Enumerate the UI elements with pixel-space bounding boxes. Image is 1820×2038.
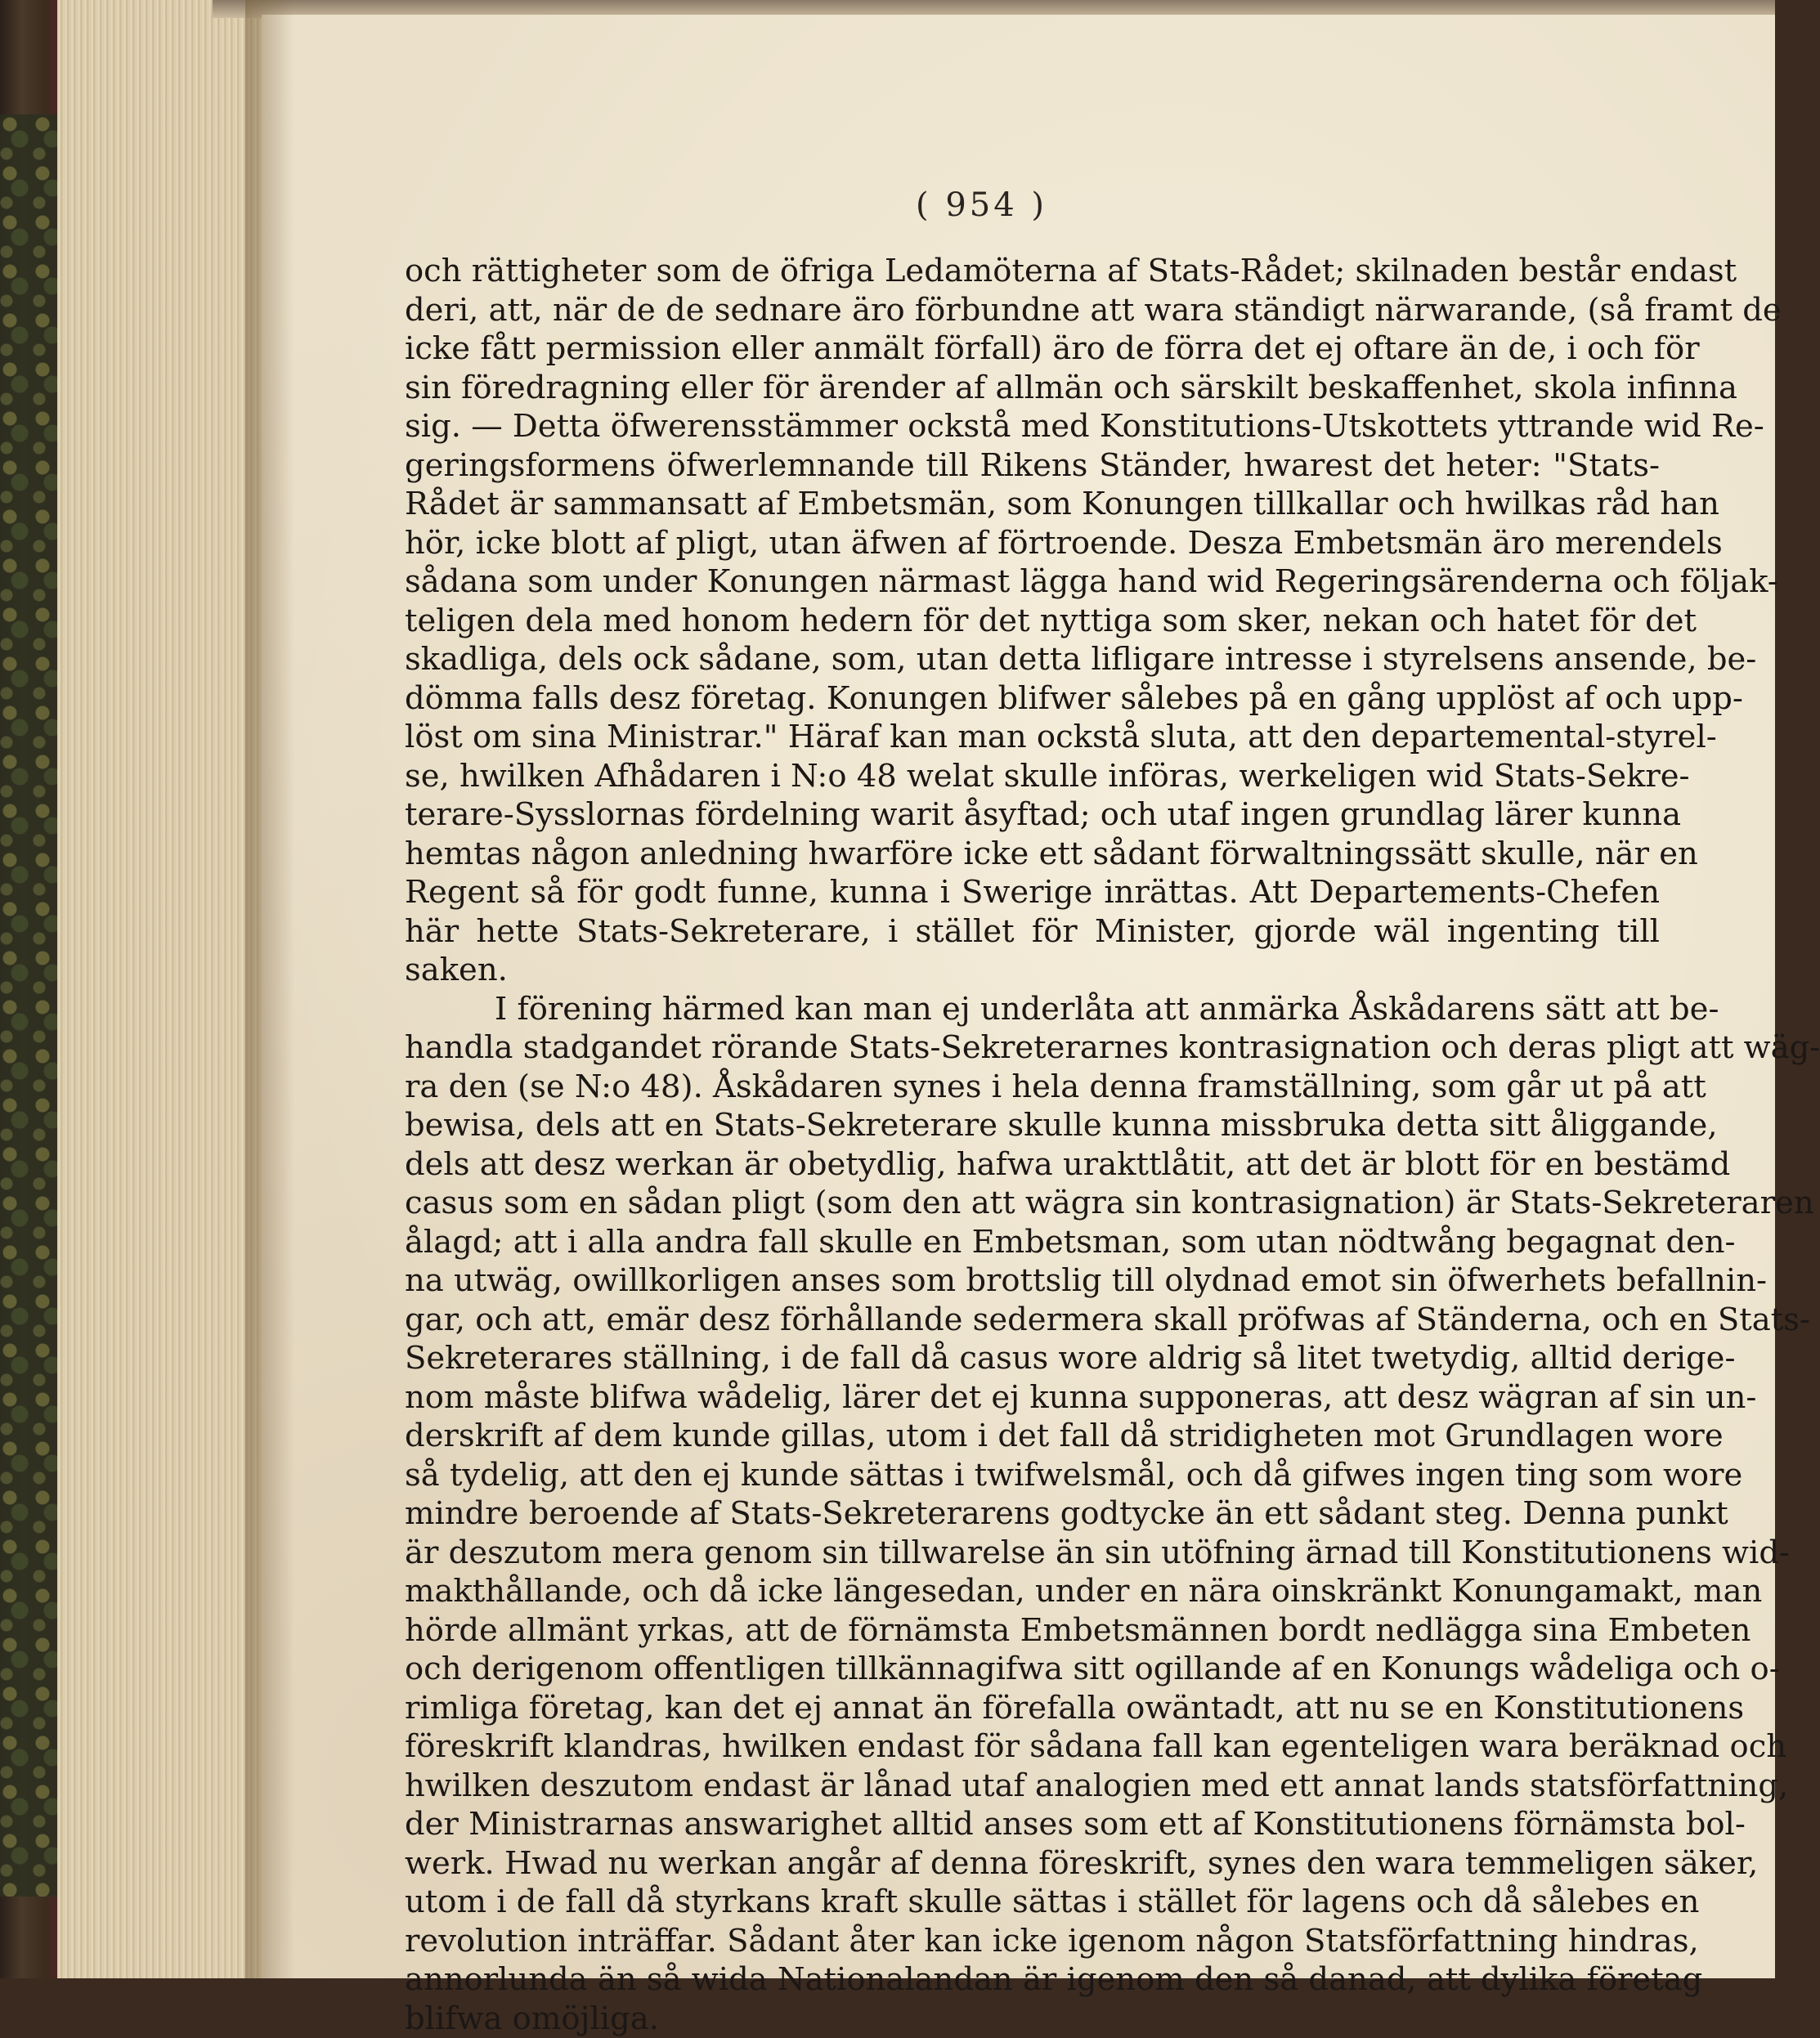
text-line: terare-Sysslornas fördelning warit åsyftad; och utaf ingen grundlag lärer kunna xyxy=(405,795,1660,835)
text-line: gar, och att, emär desz förhållande sedermera skall pröfwas af Ständerna, och en Stats- xyxy=(405,1301,1660,1340)
text-line: dels att desz werkan är obetydlig, hafwa urakttlåtit, att det är blott för en bestämd xyxy=(405,1145,1660,1185)
text-line: handla stadgandet rörande Stats-Sekreterarnes kontrasignation och deras pligt att wäg- xyxy=(405,1028,1660,1068)
text-line: skadliga, dels ock sådane, som, utan detta lifligare intresse i styrelsens ansende, be- xyxy=(405,640,1660,679)
text-line: blifwa omöjliga. xyxy=(405,2000,1660,2038)
page-number: ( 954 ) xyxy=(916,186,1325,224)
text-line: Rådet är sammansatt af Embetsmän, som Konungen tillkallar och hwilkas råd han xyxy=(405,485,1660,524)
text-line: Sekreterares ställning, i de fall då casus wore aldrig så litet twetydig, alltid derige- xyxy=(405,1339,1660,1378)
text-line: hör, icke blott af pligt, utan äfwen af förtroende. Desza Embetsmän äro merendels xyxy=(405,524,1660,563)
text-line: utom i de fall då styrkans kraft skulle sättas i stället för lagens och då sålebes en xyxy=(405,1883,1660,1922)
text-line: rimliga företag, kan det ej annat än förefalla owäntadt, att nu se en Konstitutionens xyxy=(405,1689,1660,1728)
text-line: här hette Stats-Sekreterare, i stället för Minister, gjorde wäl ingenting till xyxy=(405,912,1660,952)
text-line: makthållande, och då icke längesedan, under en nära oinskränkt Konungamakt, man xyxy=(405,1572,1660,1611)
text-line: Regent så för godt funne, kunna i Swerige inrättas. Att Departements-Chefen xyxy=(405,873,1660,912)
text-line: revolution inträffar. Sådant åter kan icke igenom någon Statsförfattning hindras, xyxy=(405,1922,1660,1961)
text-line: casus som en sådan pligt (som den att wägra sin kontrasignation) är Stats-Sekreteraren xyxy=(405,1184,1660,1223)
text-line: werk. Hwad nu werkan angår af denna föreskrift, synes den wara temmeligen säker, xyxy=(405,1844,1660,1883)
page-gutter-shadow xyxy=(245,0,294,1978)
text-line: derskrift af dem kunde gillas, utom i det fall då stridigheten mot Grundlagen wore xyxy=(405,1417,1660,1456)
text-line: hemtas någon anledning hwarföre icke ett sådant förwaltningssätt skulle, när en xyxy=(405,835,1660,874)
text-line: sin föredragning eller för ärender af allmän och särskilt beskaffenhet, skola infinna xyxy=(405,369,1660,408)
text-line: så tydelig, att den ej kunde sättas i twifwelsmål, och då gifwes ingen ting som wore xyxy=(405,1456,1660,1495)
text-line: der Ministrarnas answarighet alltid anses som ett af Konstitutionens förnämsta bol- xyxy=(405,1805,1660,1844)
text-line: hwilken deszutom endast är lånad utaf analogien med ett annat lands statsförfattning, xyxy=(405,1767,1660,1806)
marbled-cover xyxy=(0,114,65,1897)
text-line: löst om sina Ministrar." Häraf kan man ockstå sluta, att den departemental-styrel- xyxy=(405,718,1660,757)
text-line: hörde allmänt yrkas, att de förnämsta Embetsmännen bordt nedlägga sina Embeten xyxy=(405,1611,1660,1651)
text-line: och rättigheter som de öfriga Ledamöterna af Stats-Rådet; skilnaden består endast xyxy=(405,252,1660,291)
text-line: icke fått permission eller anmält förfall) äro de förra det ej oftare än de, i och för xyxy=(405,329,1660,369)
text-line: ra den (se N:o 48). Åskådaren synes i hela denna framställning, som går ut på att xyxy=(405,1068,1660,1107)
book-page xyxy=(262,15,1775,1978)
text-line: sådana som under Konungen närmast lägga hand wid Regeringsärenderna och följak- xyxy=(405,562,1660,602)
text-line: I förening härmed kan man ej underlåta att anmärka Åskådarens sätt att be- xyxy=(405,990,1660,1029)
text-line: annorlunda än så wida Nationalandan är igenom den så danad, att dylika företag xyxy=(405,1960,1660,2000)
text-line: föreskrift klandras, hwilken endast för sådana fall kan egenteligen wara beräknad och xyxy=(405,1727,1660,1767)
text-line: och derigenom offentligen tillkännagifwa sitt ogillande af en Konungs wådeliga och o- xyxy=(405,1650,1660,1689)
text-line: teligen dela med honom hedern för det nyttiga som sker, nekan och hatet för det xyxy=(405,602,1660,641)
text-line: saken. xyxy=(405,951,1660,990)
text-line: geringsformens öfwerlemnande till Rikens Ständer, hwarest det heter: "Stats- xyxy=(405,446,1660,486)
body-text xyxy=(405,252,1660,2038)
text-line: deri, att, när de de sednare äro förbundne att wara ständigt närwarande, (så framt de xyxy=(405,291,1660,330)
text-line: är deszutom mera genom sin tillwarelse än sin utöfning ärnad till Konstitutionens wid- xyxy=(405,1534,1660,1573)
text-line: ålagd; att i alla andra fall skulle en Embetsman, som utan nödtwång begagnat den- xyxy=(405,1223,1660,1262)
text-line: nom måste blifwa wådelig, lärer det ej kunna supponeras, att desz wägran af sin un- xyxy=(405,1378,1660,1418)
text-line: bewisa, dels att en Stats-Sekreterare skulle kunna missbruka detta sitt åliggande, xyxy=(405,1106,1660,1145)
text-line: sig. — Detta öfwerensstämmer ockstå med Konstitutions-Utskottets yttrande wid Re- xyxy=(405,407,1660,446)
text-line: dömma falls desz företag. Konungen blifwer sålebes på en gång upplöst af och upp- xyxy=(405,679,1660,719)
text-line: na utwäg, owillkorligen anses som brottslig till olydnad emot sin öfwerhets befallnin- xyxy=(405,1261,1660,1301)
text-line: se, hwilken Afhådaren i N:o 48 welat skulle införas, werkeligen wid Stats-Sekre- xyxy=(405,757,1660,796)
text-line: mindre beroende af Stats-Sekreterarens godtycke än ett sådant steg. Denna punkt xyxy=(405,1494,1660,1534)
